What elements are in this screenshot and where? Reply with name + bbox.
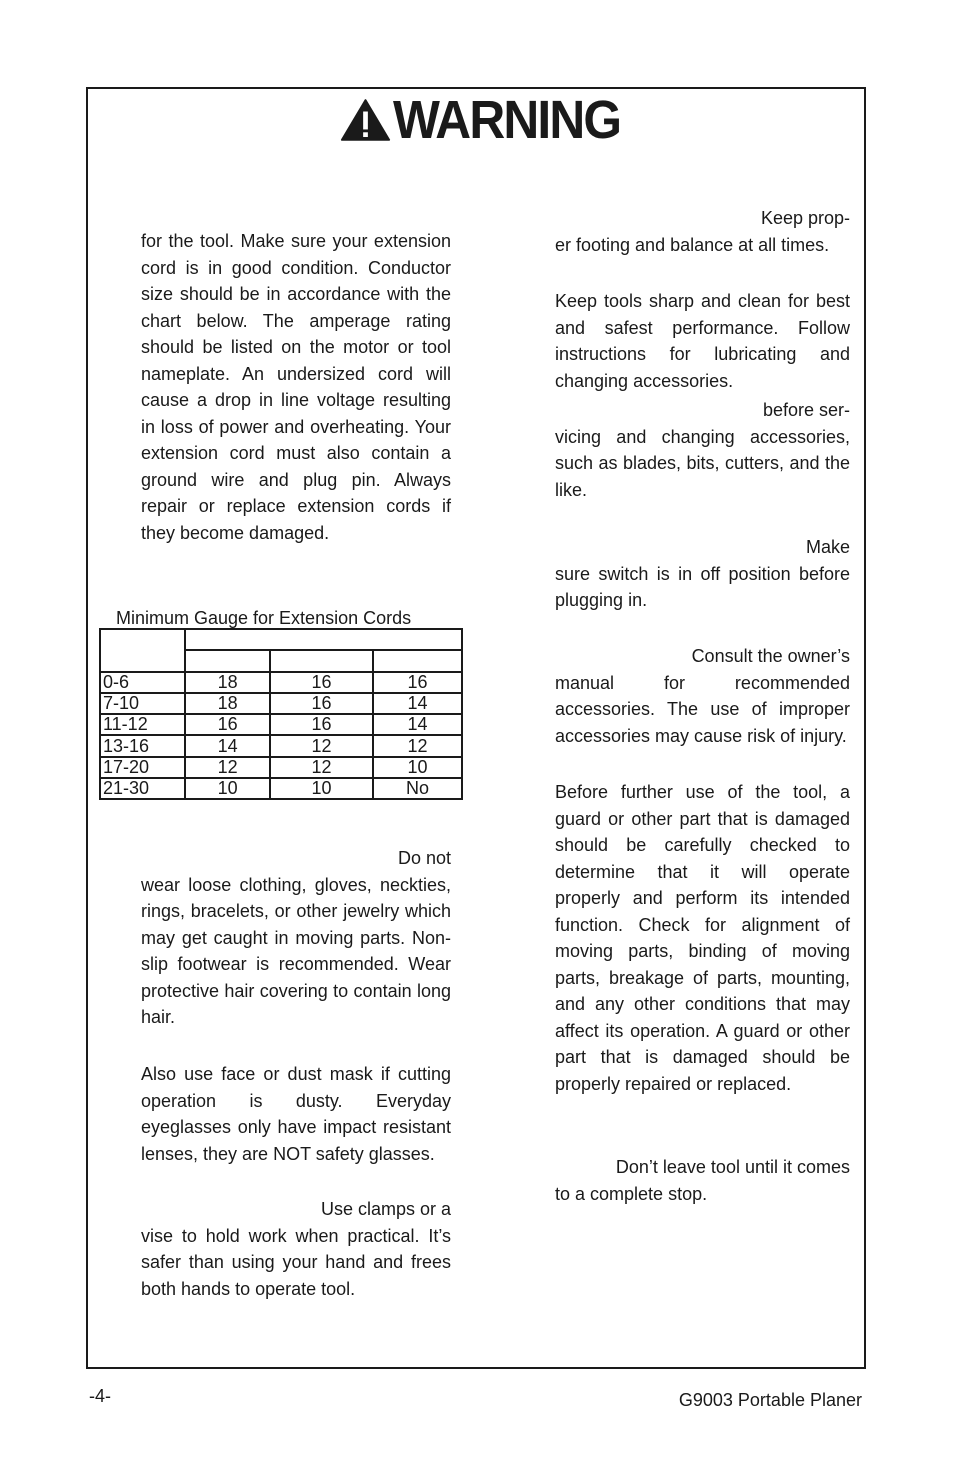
servicing-lead: before ser-	[762, 400, 850, 420]
table-cell-gauge: 14	[373, 693, 462, 714]
footing-lead: Keep prop-	[760, 208, 850, 228]
stop-paragraph	[555, 1154, 850, 1207]
clothing-text: wear loose clothing, gloves, neckties, rings, bracelets, or other jewelry which may get caught in moving parts. Non-slip footwear is recommended. Wear protective hair covering to contain long hair.	[141, 874, 451, 1027]
table-cell-amperage: 17-20	[100, 757, 185, 778]
switch-paragraph	[555, 534, 850, 614]
product-name: G9003 Portable Planer	[678, 1390, 862, 1410]
footing-paragraph	[555, 205, 850, 258]
servicing-paragraph	[555, 397, 850, 503]
table-cell-gauge: 18	[185, 693, 270, 714]
accessories-text: manual for recommended accessories. The use of improper accessories may cause risk of injury.	[555, 672, 850, 746]
table-row	[100, 735, 462, 756]
table-cell-amperage: 21-30	[100, 778, 185, 799]
table-cell-amperage: 7-10	[100, 693, 185, 714]
table-row	[100, 778, 462, 799]
sharp-tools-paragraph: Keep tools sharp and clean for best and safest performance. Follow instructions for lubricating and changing accessories.	[555, 291, 850, 391]
table-cell-gauge: 10	[373, 757, 462, 778]
table-cell-gauge: 18	[185, 672, 270, 693]
warning-triangle-icon	[340, 97, 391, 143]
table-cell-gauge: 12	[270, 735, 373, 756]
accessories-paragraph	[555, 643, 850, 749]
extension-cord-paragraph: for the tool. Make sure your extension cord is in good condition. Conductor size should be in accordance with the chart below. The amperage rating should be listed on the motor or tool nameplate. An undersized cord will cause a drop in line voltage resulting in loss of power and overheating. Your extension cord must also contain a ground wire and plug pin. Always repair or replace extension cords if they become damaged.	[141, 231, 451, 543]
table-header-cell	[100, 629, 185, 672]
servicing-text: vicing and changing accessories, such as blades, bits, cutters, and the like.	[555, 426, 850, 500]
table-header-cell	[270, 650, 373, 671]
clothing-paragraph	[141, 845, 451, 1031]
table-cell-amperage: 13-16	[100, 735, 185, 756]
clothing-lead: Do not	[397, 848, 451, 868]
switch-text: sure switch is in off position before plugging in.	[555, 563, 850, 610]
table-cell-gauge: 12	[270, 757, 373, 778]
switch-lead: Make	[805, 537, 850, 557]
table-cell-gauge: 16	[270, 672, 373, 693]
damaged-parts-paragraph: Before further use of the tool, a guard or other part that is damaged should be carefully checked to determine that it will operate properly and perform its intended function. Check for alignment of moving parts, binding of moving parts, breakage of parts, mounting, and any other conditions that may affect its operation. A guard or other part that is damaged should be properly repaired or replaced.	[555, 782, 850, 1094]
table-cell-gauge: 14	[185, 735, 270, 756]
clamps-text: vise to hold work when practical. It’s safer than using your hand and frees both hands to operate tool.	[141, 1225, 451, 1299]
table-header-cell	[185, 650, 270, 671]
table-cell-gauge: 16	[185, 714, 270, 735]
table-row	[100, 714, 462, 735]
clamps-lead: Use clamps or a	[320, 1199, 451, 1219]
table-cell-gauge: No	[373, 778, 462, 799]
stop-text: to a complete stop.	[555, 1183, 708, 1204]
table-cell-gauge: 16	[270, 693, 373, 714]
warning-header	[340, 92, 640, 148]
table-cell-amperage: 11-12	[100, 714, 185, 735]
table-caption: Minimum Gauge for Extension Cords	[116, 608, 412, 628]
table-cell-gauge: 14	[373, 714, 462, 735]
table-cell-gauge: 16	[373, 672, 462, 693]
stop-lead: Don’t leave tool until it comes	[615, 1157, 850, 1177]
table-cell-amperage: 0-6	[100, 672, 185, 693]
table-cell-gauge: 10	[270, 778, 373, 799]
clamps-paragraph	[141, 1196, 451, 1302]
table-row	[100, 672, 462, 693]
eye-protection-paragraph: Also use face or dust mask if cutting operation is dusty. Everyday eyeglasses only have impact resistant lenses, they are NOT safety glasses.	[141, 1064, 451, 1164]
table-cell-gauge: 10	[185, 778, 270, 799]
table-cell-gauge: 16	[270, 714, 373, 735]
table-cell-gauge: 12	[373, 735, 462, 756]
accessories-lead: Consult the owner’s	[691, 646, 850, 666]
extension-cord-gauge-table	[99, 628, 463, 800]
footing-text: er footing and balance at all times.	[555, 234, 830, 255]
table-header-cell	[185, 629, 462, 650]
table-cell-gauge: 12	[185, 757, 270, 778]
warning-title: WARNING	[393, 90, 621, 150]
table-header-row	[100, 629, 462, 650]
page-number: -4-	[89, 1386, 111, 1406]
table-row	[100, 693, 462, 714]
table-row	[100, 757, 462, 778]
table-header-cell	[373, 650, 462, 671]
